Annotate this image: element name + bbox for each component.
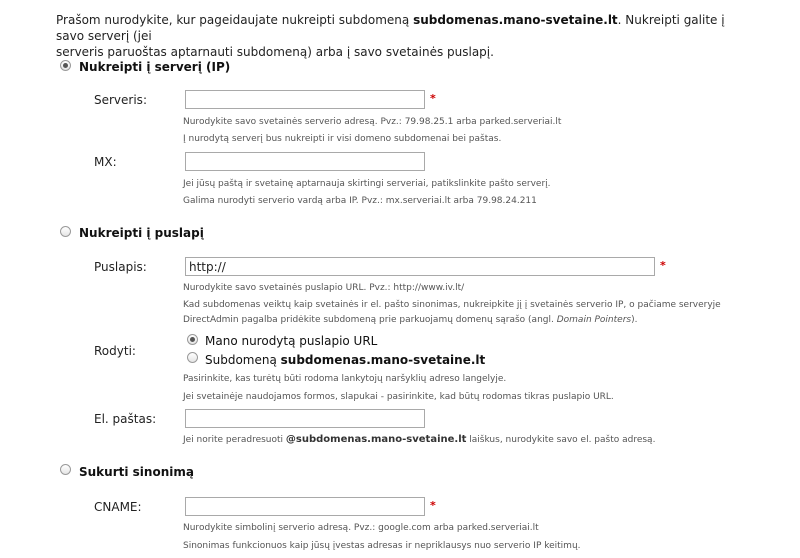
show-subdomain-prefix: Subdomeną bbox=[205, 353, 281, 367]
option-page-label: Nukreipti į puslapį bbox=[79, 226, 204, 240]
email-hint-end: laiškus, nurodykite savo el. pašto adresą. bbox=[466, 435, 656, 445]
server-hint-2: Į nurodytą serverį bus nukreipti ir visi domeno subdomenai bei paštas. bbox=[183, 134, 502, 144]
intro-part1: Prašom nurodykite, kur pageidaujate nukreipti subdomeną bbox=[56, 13, 414, 27]
email-hint bbox=[183, 434, 655, 446]
show-hint-1: Pasirinkite, kas turėtų būti rodoma lankytojų naršyklių adreso langelyje. bbox=[183, 374, 507, 384]
mx-hint-1: Jei jūsų paštą ir svetainę aptarnauja skirtingi serveriai, patikslinkite pašto serverį. bbox=[183, 179, 551, 189]
email-hint-text: Jei norite peradresuoti bbox=[183, 435, 286, 445]
page-hint-3-text: DirectAdmin pagalba pridėkite subdomeną prie parkuojamų domenų sąrašo (angl. bbox=[183, 315, 557, 325]
server-input[interactable] bbox=[185, 90, 425, 109]
radio-option-page[interactable] bbox=[60, 226, 71, 237]
mx-hint-2: Galima nurodyti serverio vardą arba IP. Pvz.: mx.serveriai.lt arba 79.98.24.211 bbox=[183, 196, 537, 206]
page-required-mark: * bbox=[660, 259, 666, 272]
email-label: El. paštas: bbox=[94, 412, 157, 426]
page-hint-2: Kad subdomenas veiktų kaip svetainės ir el. pašto sinonimas, nukreipkite jį į svetainės serverio IP, o pačiame serveryje bbox=[183, 300, 721, 310]
cname-label: CNAME: bbox=[94, 500, 142, 514]
page-hint-3-end: ). bbox=[631, 315, 638, 325]
mx-label: MX: bbox=[94, 155, 117, 169]
server-label: Serveris: bbox=[94, 93, 147, 107]
cname-input[interactable] bbox=[185, 497, 425, 516]
cname-hint-2: Sinonimas funkcionuos kaip jūsų įvestas adresas ir nepriklausys nuo serverio IP keitimų. bbox=[183, 541, 581, 551]
radio-show-url[interactable] bbox=[187, 334, 198, 345]
server-required-mark: * bbox=[430, 92, 436, 105]
intro-domain: subdomenas.mano-svetaine.lt bbox=[413, 13, 618, 27]
option-ip-label: Nukreipti į serverį (IP) bbox=[79, 60, 231, 74]
page-hint-1: Nurodykite savo svetainės puslapio URL. Pvz.: http://www.iv.lt/ bbox=[183, 283, 465, 293]
page-label: Puslapis: bbox=[94, 260, 147, 274]
cname-required-mark: * bbox=[430, 499, 436, 512]
email-hint-address: @subdomenas.mano-svetaine.lt bbox=[285, 434, 467, 445]
page-url-input[interactable] bbox=[185, 257, 655, 276]
page-hint-3-em: Domain Pointers bbox=[556, 315, 632, 325]
radio-show-subdomain[interactable] bbox=[187, 352, 198, 363]
intro-part2: . Nukreipti galite į savo serverį (jei bbox=[56, 13, 725, 43]
option-alias-label: Sukurti sinonimą bbox=[79, 465, 194, 479]
server-hint-1: Nurodykite savo svetainės serverio adresą. Pvz.: 79.98.25.1 arba parked.serveriai.lt bbox=[183, 117, 562, 127]
email-input[interactable] bbox=[185, 409, 425, 428]
intro-text bbox=[56, 12, 746, 60]
show-url-label: Mano nurodytą puslapio URL bbox=[205, 334, 378, 348]
show-label: Rodyti: bbox=[94, 344, 136, 358]
intro-line2: serveris paruoštas aptarnauti subdomeną) arba į savo svetainės puslapį. bbox=[56, 45, 494, 59]
mx-input[interactable] bbox=[185, 152, 425, 171]
page-hint-3 bbox=[183, 314, 637, 326]
radio-option-alias[interactable] bbox=[60, 464, 71, 475]
radio-option-ip[interactable] bbox=[60, 60, 71, 71]
cname-hint-1: Nurodykite simbolinį serverio adresą. Pvz.: google.com arba parked.serveriai.lt bbox=[183, 523, 539, 533]
show-hint-2: Jei svetainėje naudojamos formos, slapukai - pasirinkite, kad būtų rodomas tikras puslapio URL. bbox=[183, 392, 614, 402]
show-subdomain-domain: subdomenas.mano-svetaine.lt bbox=[280, 353, 486, 367]
show-subdomain-label bbox=[205, 353, 485, 367]
